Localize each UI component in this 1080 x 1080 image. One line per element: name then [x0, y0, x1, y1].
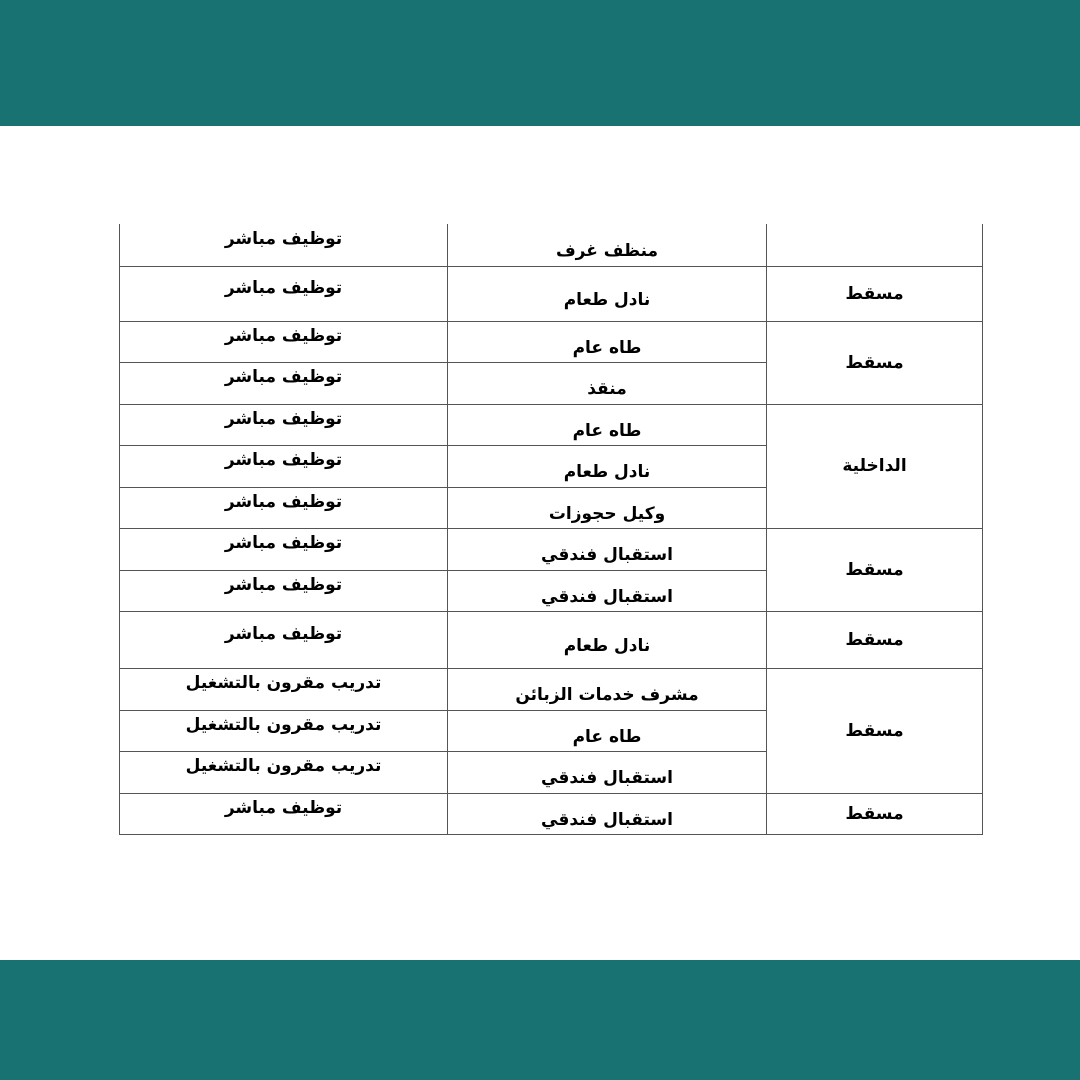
employment-type-text: توظيف مباشر	[224, 325, 343, 346]
job-title-text: استقبال فندقي	[541, 545, 673, 565]
job-title-cell	[448, 404, 767, 445]
employment-type-text: توظيف مباشر	[224, 623, 343, 644]
jobs-table-body	[120, 224, 983, 834]
bottom-banner	[0, 960, 1080, 1080]
employment-type-cell	[120, 321, 448, 362]
job-title-cell	[448, 224, 767, 266]
employment-type-text: توظيف مباشر	[224, 574, 343, 595]
employment-type-text: توظيف مباشر	[224, 408, 343, 429]
employment-type-cell	[120, 266, 448, 321]
employment-type-text: تدريب مقرون بالتشغيل	[185, 756, 382, 776]
job-title-text: نادل طعام	[563, 635, 651, 656]
job-title-text: استقبال فندقي	[541, 809, 673, 830]
table-row	[120, 266, 983, 321]
table-row	[120, 321, 983, 362]
job-title-cell	[448, 362, 767, 404]
governorate-cell: مسقط	[767, 528, 983, 611]
employment-type-text: توظيف مباشر	[224, 491, 343, 512]
employment-type-text: توظيف مباشر	[224, 450, 343, 470]
job-title-text: منقذ	[587, 379, 627, 399]
employment-type-cell	[120, 224, 448, 266]
governorate-cell	[767, 224, 983, 266]
job-title-text: نادل طعام	[563, 462, 651, 482]
table-row	[120, 793, 983, 834]
employment-type-cell	[120, 710, 448, 751]
table-row	[120, 224, 983, 266]
employment-type-cell	[120, 570, 448, 611]
job-title-cell	[448, 793, 767, 834]
table-row	[120, 404, 983, 445]
employment-type-text: توظيف مباشر	[224, 533, 343, 553]
governorate-cell: مسقط	[767, 793, 983, 834]
job-title-text: طاه عام	[572, 726, 642, 747]
job-title-text: منظف غرف	[555, 240, 659, 261]
employment-type-text: توظيف مباشر	[224, 277, 343, 298]
employment-type-cell	[120, 793, 448, 834]
job-title-text: طاه عام	[572, 337, 642, 358]
job-title-cell	[448, 611, 767, 668]
job-title-cell	[448, 570, 767, 611]
job-title-cell	[448, 445, 767, 487]
employment-type-cell	[120, 528, 448, 570]
governorate-cell: الداخلية	[767, 404, 983, 528]
employment-type-text: توظيف مباشر	[224, 367, 343, 387]
table-row	[120, 611, 983, 668]
job-title-cell	[448, 321, 767, 362]
employment-type-cell	[120, 362, 448, 404]
employment-type-cell	[120, 668, 448, 710]
job-title-text: نادل طعام	[563, 289, 651, 310]
governorate-cell: مسقط	[767, 668, 983, 793]
table-row	[120, 668, 983, 710]
job-title-cell	[448, 266, 767, 321]
table-row	[120, 528, 983, 570]
job-title-text: وكيل حجوزات	[548, 503, 666, 524]
job-title-cell	[448, 528, 767, 570]
top-banner	[0, 0, 1080, 126]
governorate-cell: مسقط	[767, 611, 983, 668]
employment-type-cell	[120, 611, 448, 668]
employment-type-cell	[120, 751, 448, 793]
job-title-text: استقبال فندقي	[541, 768, 673, 788]
job-title-text: مشرف خدمات الزبائن	[515, 685, 699, 705]
employment-type-cell	[120, 404, 448, 445]
governorate-cell: مسقط	[767, 266, 983, 321]
jobs-table	[119, 224, 983, 835]
employment-type-cell	[120, 487, 448, 528]
job-title-cell	[448, 487, 767, 528]
job-title-text: استقبال فندقي	[541, 586, 673, 607]
employment-type-text: تدريب مقرون بالتشغيل	[185, 714, 382, 735]
job-title-cell	[448, 668, 767, 710]
job-title-text: طاه عام	[572, 420, 642, 441]
job-title-cell	[448, 710, 767, 751]
employment-type-text: تدريب مقرون بالتشغيل	[185, 673, 382, 693]
employment-type-text: توظيف مباشر	[224, 228, 343, 249]
employment-type-text: توظيف مباشر	[224, 797, 343, 818]
job-title-cell	[448, 751, 767, 793]
governorate-cell: مسقط	[767, 321, 983, 404]
employment-type-cell	[120, 445, 448, 487]
